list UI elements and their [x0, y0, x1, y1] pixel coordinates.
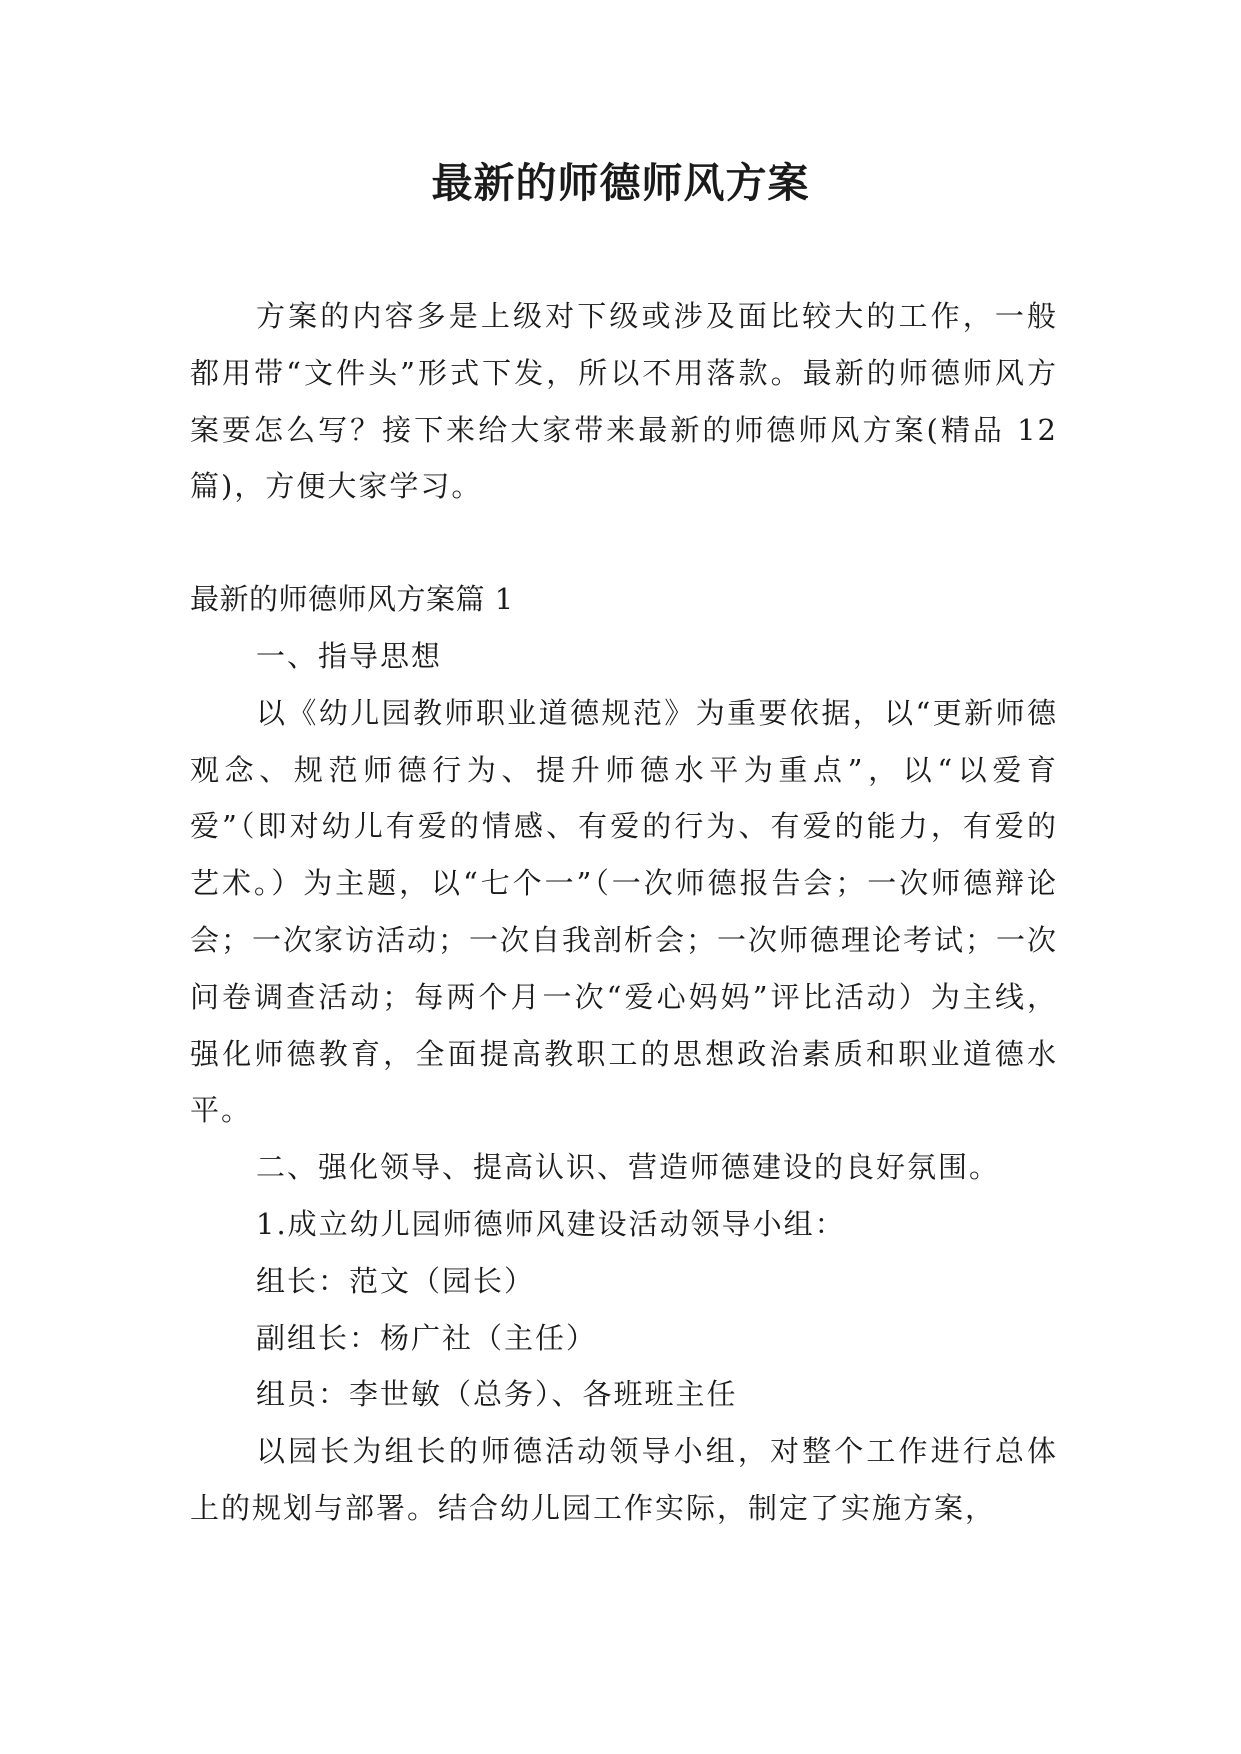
document-body	[190, 288, 1058, 1537]
document-title: 最新的师德师风方案	[431, 159, 810, 207]
section-heading: 最新的师德师风方案篇 1	[190, 582, 514, 617]
paragraph-group-leader: 组长：范文（园长）	[256, 1263, 536, 1298]
paragraph-planning: 以园长为组长的师德活动领导小组，对整个工作进行总体上的规划与部署。结合幼儿园工作实际，制定了实施方案，	[190, 1434, 1058, 1525]
paragraph-guiding-thought: 以《幼儿园教师职业道德规范》为重要依据，以“更新师德观念、规范师德行为、提升师德水平为重点”，以“以爱育爱”（即对幼儿有爱的情感、有爱的行为、有爱的能力，有爱的艺术。）为主题，以“七个一”（一次师德报告会；一次师德辩论会；一次家访活动；一次自我剖析会；一次师德理论考试；一次问卷调查活动；每两个月一次“爱心妈妈”评比活动）为主线，强化师德教育，全面提高教职工的思想政治素质和职业道德水平。	[190, 695, 1059, 1128]
intro-paragraph: 方案的内容多是上级对下级或涉及面比较大的工作，一般都用带“文件头”形式下发，所以不用落款。最新的师德师风方案要怎么写？接下来给大家带来最新的师德师风方案(精品 12 篇)，方便大家学习。	[190, 299, 1058, 504]
paragraph-leadership-group: 1.成立幼儿园师德师风建设活动领导小组：	[256, 1206, 846, 1241]
paragraph-leadership-heading: 二、强化领导、提高认识、营造师德建设的良好氛围。	[256, 1150, 1001, 1185]
paragraph-guiding-thought-heading: 一、指导思想	[256, 638, 443, 673]
paragraph-members: 组员：李世敏（总务）、各班班主任	[256, 1377, 738, 1412]
paragraph-deputy-leader: 副组长：杨广社（主任）	[256, 1320, 598, 1355]
